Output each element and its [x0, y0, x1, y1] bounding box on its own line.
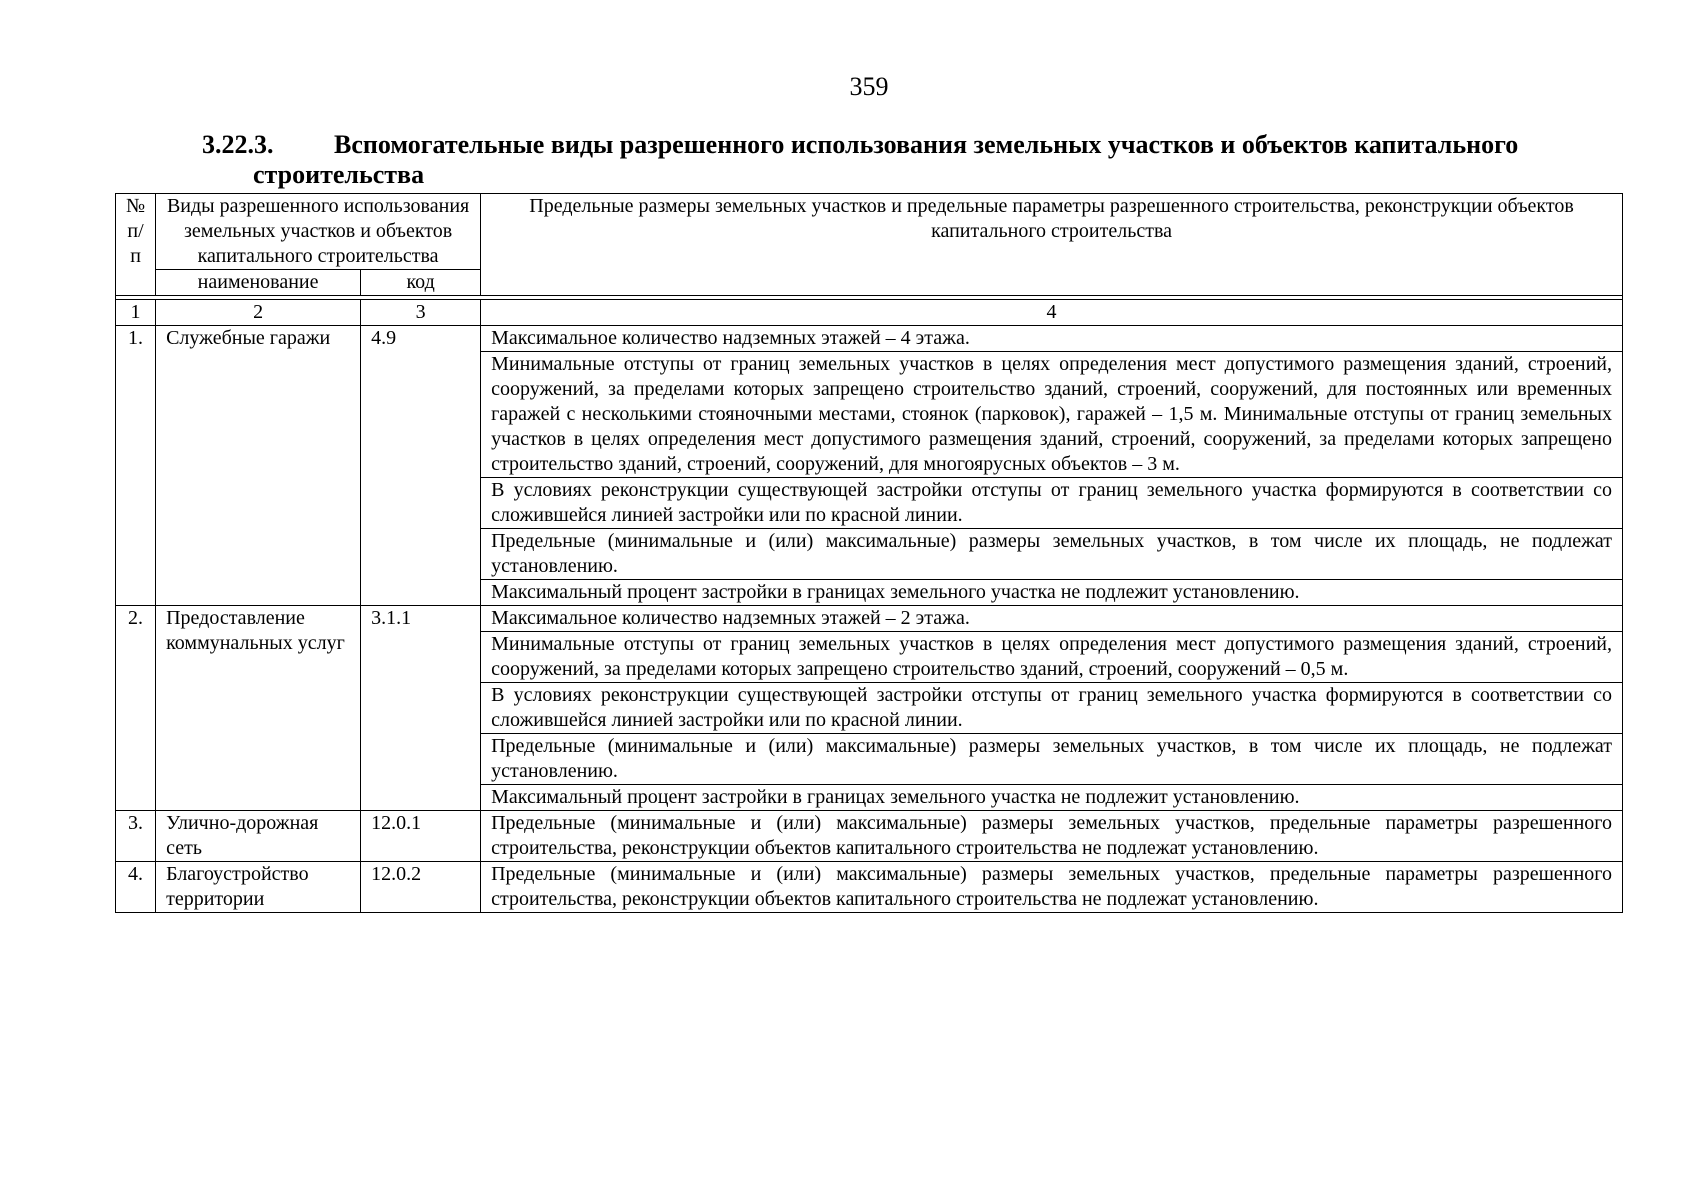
section-number: 3.22.3.	[202, 130, 274, 159]
row-param: Предельные (минимальные и (или) максимальные) размеры земельных участков, в том числе их площадь, не подлежат установлению.	[481, 529, 1623, 580]
row-param: Минимальные отступы от границ земельных участков в целях определения мест допустимого размещения зданий, строений, сооружений, за пределами которых запрещено строительство зданий, строений, сооружений, для постоянных или временных гаражей с несколькими стояночными местами, стоянок (парковок), гаражей – 1,5 м. Минимальные отступы от границ земельных участков в целях определения мест допустимого размещения зданий, строений, сооружений, за пределами которых запрещено строительство зданий, строений, сооружений, для многоярусных объектов – 3 м.	[481, 352, 1623, 478]
row-name: Улично-дорожная сеть	[156, 811, 361, 862]
row-num: 1.	[116, 326, 156, 606]
table-row	[116, 811, 1623, 862]
header-row	[116, 194, 1623, 270]
row-param: В условиях реконструкции существующей застройки отступы от границ земельного участка формируются в соответствии со сложившейся линией застройки или по красной линии.	[481, 683, 1623, 734]
index-cell: 4	[481, 300, 1623, 326]
row-name: Благоустройство территории	[156, 862, 361, 913]
table-row	[116, 326, 1623, 352]
row-param: Максимальный процент застройки в границах земельного участка не подлежит установлению.	[481, 580, 1623, 606]
index-cell: 3	[361, 300, 481, 326]
header-types: Виды разрешенного использования земельных участков и объектов капитального строительства	[156, 194, 481, 270]
page-number: 359	[849, 72, 889, 101]
row-code: 12.0.1	[361, 811, 481, 862]
section-title-line2: строительства	[253, 160, 425, 189]
row-name: Предоставление коммунальных услуг	[156, 606, 361, 811]
row-code: 12.0.2	[361, 862, 481, 913]
section-title-line1: Вспомогательные виды разрешенного использования земельных участков и объектов капитального	[334, 130, 1519, 159]
index-cell: 2	[156, 300, 361, 326]
row-num: 3.	[116, 811, 156, 862]
header-code: код	[361, 270, 481, 296]
section-heading	[202, 130, 1622, 190]
row-param: Предельные (минимальные и (или) максимальные) размеры земельных участков, предельные параметры разрешенного строительства, реконструкции объектов капитального строительства не подлежат установлению.	[481, 862, 1623, 913]
header-params: Предельные размеры земельных участков и предельные параметры разрешенного строительства, реконструкции объектов капитального строительства	[481, 194, 1623, 296]
row-num: 4.	[116, 862, 156, 913]
row-param: Минимальные отступы от границ земельных участков в целях определения мест допустимого размещения зданий, строений, сооружений, за пределами которых запрещено строительство зданий, строений, сооружений – 0,5 м.	[481, 632, 1623, 683]
row-name: Служебные гаражи	[156, 326, 361, 606]
row-code: 4.9	[361, 326, 481, 606]
row-param: Максимальный процент застройки в границах земельного участка не подлежит установлению.	[481, 785, 1623, 811]
header-name: наименование	[156, 270, 361, 296]
row-param: В условиях реконструкции существующей застройки отступы от границ земельного участка формируются в соответствии со сложившейся линией застройки или по красной линии.	[481, 478, 1623, 529]
index-row	[116, 300, 1623, 326]
row-num: 2.	[116, 606, 156, 811]
regulations-table	[115, 193, 1623, 913]
row-param: Максимальное количество надземных этажей – 2 этажа.	[481, 606, 1623, 632]
row-param: Максимальное количество надземных этажей – 4 этажа.	[481, 326, 1623, 352]
row-param: Предельные (минимальные и (или) максимальные) размеры земельных участков, предельные параметры разрешенного строительства, реконструкции объектов капитального строительства не подлежат установлению.	[481, 811, 1623, 862]
header-num: № п/п	[116, 194, 156, 296]
table-row	[116, 862, 1623, 913]
table-row	[116, 606, 1623, 632]
row-code: 3.1.1	[361, 606, 481, 811]
row-param: Предельные (минимальные и (или) максимальные) размеры земельных участков, в том числе их площадь, не подлежат установлению.	[481, 734, 1623, 785]
index-cell: 1	[116, 300, 156, 326]
